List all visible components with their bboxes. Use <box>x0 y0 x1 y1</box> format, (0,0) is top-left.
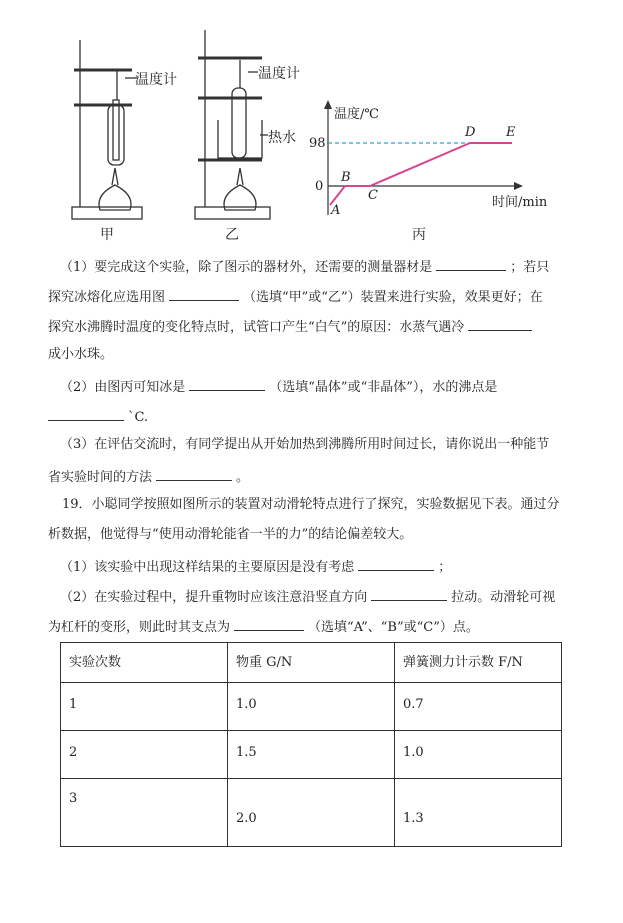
table-row <box>61 779 562 847</box>
q19-p2-text-b: 拉动。动滑轮可视 <box>451 590 556 605</box>
q18-p2-text-b: （选填“晶体”或“非晶体”），水的沸点是 <box>269 380 498 395</box>
answer-blank-apparatus[interactable] <box>169 286 239 301</box>
q18-p1-text-f: 成小水珠。 <box>48 347 114 362</box>
table-header-cell: 弹簧测力计示数 F/N <box>395 643 562 683</box>
graph-ylabel: 温度/℃ <box>334 107 379 122</box>
q18-p2-text: （2）由图丙可知冰是 <box>60 380 186 395</box>
q19-intro-line-2 <box>48 526 412 544</box>
experiment-figure <box>0 0 623 250</box>
answer-blank-direction[interactable] <box>371 586 447 601</box>
q19-intro-line-1 <box>62 496 560 514</box>
table-cell: 2.0 <box>228 779 395 847</box>
point-a-label: A <box>331 203 341 218</box>
table-cell: 1.3 <box>395 779 562 847</box>
table-row <box>61 731 562 779</box>
q18-line-5 <box>60 376 497 397</box>
point-c-label: C <box>368 188 378 203</box>
q18-p1-text-e: 探究水沸腾时温度的变化特点时，试管口产生“白气”的原因：水蒸气遇冷 <box>48 320 465 335</box>
table-cell: 1.0 <box>395 731 562 779</box>
caption-jia: 甲 <box>100 227 114 243</box>
q19-p2-text: （2）在实验过程中，提升重物时应该注意沿竖直方向 <box>60 590 368 605</box>
answer-blank-white-gas[interactable] <box>468 316 532 331</box>
q18-p1-text: （1）要完成这个实验，除了图示的器材外，还需要的测量器材是 <box>60 260 433 275</box>
thermometer-label-jia: 温度计 <box>135 72 177 88</box>
table-cell: 2 <box>61 731 228 779</box>
point-b-label: B <box>341 170 351 185</box>
answer-blank-boiling-point[interactable] <box>48 406 124 421</box>
table-row <box>61 683 562 731</box>
q19-p2-text-d: （选填“A”、“B”或“C”）点。 <box>308 620 479 635</box>
q18-p1-text-c: 探究冰熔化应选用图 <box>48 290 166 305</box>
q18-p3-text: （3）在评估交流时，有同学提出从开始加热到沸腾所用时间过长，请你说出一种能节 <box>60 437 550 452</box>
q18-line-3 <box>48 316 536 337</box>
q18-p1-text-d: （选填“甲”或“乙”）装置来进行实验，效果更好；在 <box>243 290 543 305</box>
thermometer-label-yi: 温度计 <box>258 66 300 82</box>
answer-blank-fulcrum[interactable] <box>234 616 304 631</box>
answer-blank-save-time[interactable] <box>156 466 232 481</box>
answer-blank-instrument[interactable] <box>436 256 506 271</box>
table-cell: 3 <box>61 779 228 847</box>
apparatus-jia <box>72 40 142 219</box>
q18-line-4 <box>48 346 113 364</box>
q18-line-1 <box>60 256 549 277</box>
pulley-data-table <box>60 642 562 847</box>
q19-line-5 <box>48 616 479 637</box>
caption-bing: 丙 <box>412 227 426 243</box>
apparatus-yi <box>195 30 270 219</box>
q18-line-6 <box>48 406 148 427</box>
answer-blank-crystal[interactable] <box>189 376 265 391</box>
q19-intro-a: 19．小聪同学按照如图所示的装置对动滑轮特点进行了探究，实验数据见下表。通过分 <box>62 497 560 512</box>
graph-y-tick-0: 0 <box>315 179 324 194</box>
q18-p1-text-b: ；若只 <box>510 260 550 275</box>
caption-yi: 乙 <box>225 227 239 243</box>
point-d-label: D <box>465 125 476 140</box>
temperature-curve <box>330 143 512 205</box>
q19-line-4 <box>60 586 555 607</box>
graph-xlabel: 时间/min <box>492 195 548 210</box>
q18-line-8 <box>48 466 249 487</box>
q18-p2-unit: `C. <box>128 410 149 425</box>
table-header-cell: 物重 G/N <box>228 643 395 683</box>
point-e-label: E <box>506 125 516 140</box>
table-header-cell: 实验次数 <box>61 643 228 683</box>
q19-p1-text-b: ； <box>438 560 452 575</box>
table-header-row <box>61 643 562 683</box>
q19-line-3 <box>60 556 451 577</box>
q18-p3-text-b: 省实验时间的方法 <box>48 470 153 485</box>
table-cell: 0.7 <box>395 683 562 731</box>
answer-blank-reason[interactable] <box>358 556 434 571</box>
q18-line-2 <box>48 286 543 307</box>
q18-line-7 <box>60 436 549 454</box>
q19-intro-b: 析数据，他觉得与“使用动滑轮能省一半的力”的结论偏差较大。 <box>48 527 413 542</box>
q19-p2-text-c: 为杠杆的变形，则此时其支点为 <box>48 620 231 635</box>
table-cell: 1.5 <box>228 731 395 779</box>
graph-y-tick-98: 98 <box>309 136 326 151</box>
table-cell: 1 <box>61 683 228 731</box>
q18-p3-text-c: 。 <box>236 470 250 485</box>
table-cell: 1.0 <box>228 683 395 731</box>
q19-p1-text: （1）该实验中出现这样结果的主要原因是没有考虑 <box>60 560 355 575</box>
hot-water-label: 热水 <box>268 130 296 146</box>
